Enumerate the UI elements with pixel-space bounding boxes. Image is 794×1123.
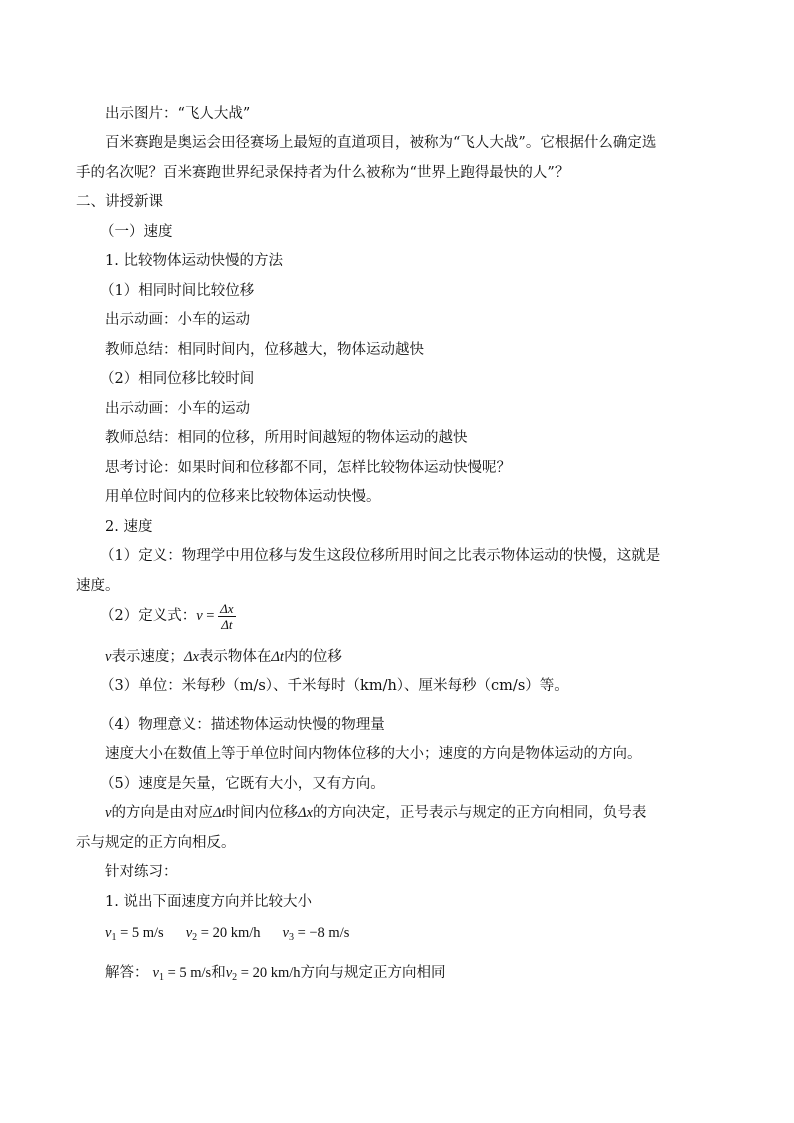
math-expression: = 20 km/h xyxy=(197,925,261,941)
text-line: 2. 速度 xyxy=(105,519,153,535)
subscript: 2 xyxy=(192,932,198,943)
velocity-values-line xyxy=(105,924,349,947)
text-span: 的方向是由对应 xyxy=(111,805,213,821)
math-symbol: v xyxy=(105,805,112,821)
answer-line xyxy=(105,964,446,987)
text-line: （1）定义：物理学中用位移与发生这段位移所用时间之比表示物体运动的快慢，这就是 xyxy=(100,548,661,564)
math-expression: = 20 km/h xyxy=(237,965,301,981)
math-symbol: v xyxy=(185,925,193,941)
text-line: 针对练习： xyxy=(105,864,178,880)
math-symbol: v xyxy=(282,925,289,941)
math-symbol: v xyxy=(105,649,112,665)
text-line: 百米赛跑是奥运会田径赛场上最短的直道项目，被称为“飞人大战”。它根据什么确定选 xyxy=(105,135,657,151)
math-symbol: v xyxy=(152,965,159,981)
fraction-numerator: Δx xyxy=(220,600,234,616)
text-line xyxy=(105,804,646,822)
text-line: 速度大小在数值上等于单位时间内物体位移的大小；速度的方向是物体运动的方向。 xyxy=(105,746,642,762)
formula-label: （2）定义式： xyxy=(100,608,197,624)
text-line: 教师总结：相同时间内，位移越大，物体运动越快 xyxy=(105,342,424,358)
subsection-heading: （一）速度 xyxy=(100,224,173,240)
text-span: 和 xyxy=(211,965,226,981)
subscript: 1 xyxy=(158,972,164,983)
text-line: 1. 比较物体运动快慢的方法 xyxy=(105,253,283,269)
math-symbol: Δt xyxy=(212,805,226,821)
text-line: 教师总结：相同的位移，所用时间越短的物体运动的越快 xyxy=(105,430,468,446)
text-line: 思考讨论：如果时间和位移都不同，怎样比较物体运动快慢呢？ xyxy=(105,460,511,476)
math-symbol: v xyxy=(225,965,233,981)
text-line: （3）单位：米每秒（m/s）、千米每时（km/h）、厘米每秒（cm/s）等。 xyxy=(100,678,569,694)
math-expression: = −8 m/s xyxy=(293,925,350,941)
equals-sign: = xyxy=(202,608,219,624)
text-span: 表示速度； xyxy=(111,649,184,665)
subscript: 2 xyxy=(232,972,238,983)
text-line: 1. 说出下面速度方向并比较大小 xyxy=(105,894,312,910)
subscript: 3 xyxy=(288,932,294,943)
text-span: 时间内位移 xyxy=(225,805,298,821)
text-line: （5）速度是矢量，它既有大小，又有方向。 xyxy=(100,776,385,792)
velocity-symbol: v xyxy=(196,608,203,624)
text-line xyxy=(105,648,342,666)
subscript: 1 xyxy=(111,932,117,943)
text-line: 出示动画：小车的运动 xyxy=(105,312,250,328)
formula-line xyxy=(100,598,236,634)
math-symbol: Δx xyxy=(297,805,313,821)
text-line: 手的名次呢？百米赛跑世界纪录保持者为什么被称为“世界上跑得最快的人”？ xyxy=(76,165,570,181)
math-expression: = 5 m/s xyxy=(116,925,164,941)
math-symbol: Δt xyxy=(271,649,284,665)
text-span: 内的位移 xyxy=(283,649,342,665)
text-line: （1）相同时间比较位移 xyxy=(100,283,255,299)
text-line: （4）物理意义：描述物体运动快慢的物理量 xyxy=(100,717,385,733)
math-symbol: v xyxy=(105,925,112,941)
text-line: 用单位时间内的位移来比较物体运动快慢。 xyxy=(105,489,381,505)
text-line: 速度。 xyxy=(76,578,120,594)
fraction xyxy=(218,601,235,632)
section-heading: 二、讲授新课 xyxy=(76,194,163,210)
text-span: 方向与规定正方向相同 xyxy=(300,965,446,981)
text-line: （2）相同位移比较时间 xyxy=(100,371,255,387)
answer-label: 解答： xyxy=(105,965,149,981)
text-line: 示与规定的正方向相反。 xyxy=(76,835,236,851)
text-line: 出示图片：“飞人大战” xyxy=(105,106,251,122)
math-symbol: Δx xyxy=(183,649,199,665)
fraction-denominator: Δt xyxy=(221,616,233,632)
math-expression: = 5 m/s xyxy=(163,965,212,981)
text-span: 的方向决定，正号表示与规定的正方向相同，负号表 xyxy=(312,805,647,821)
text-line: 出示动画：小车的运动 xyxy=(105,401,250,417)
text-span: 表示物体在 xyxy=(198,649,272,665)
